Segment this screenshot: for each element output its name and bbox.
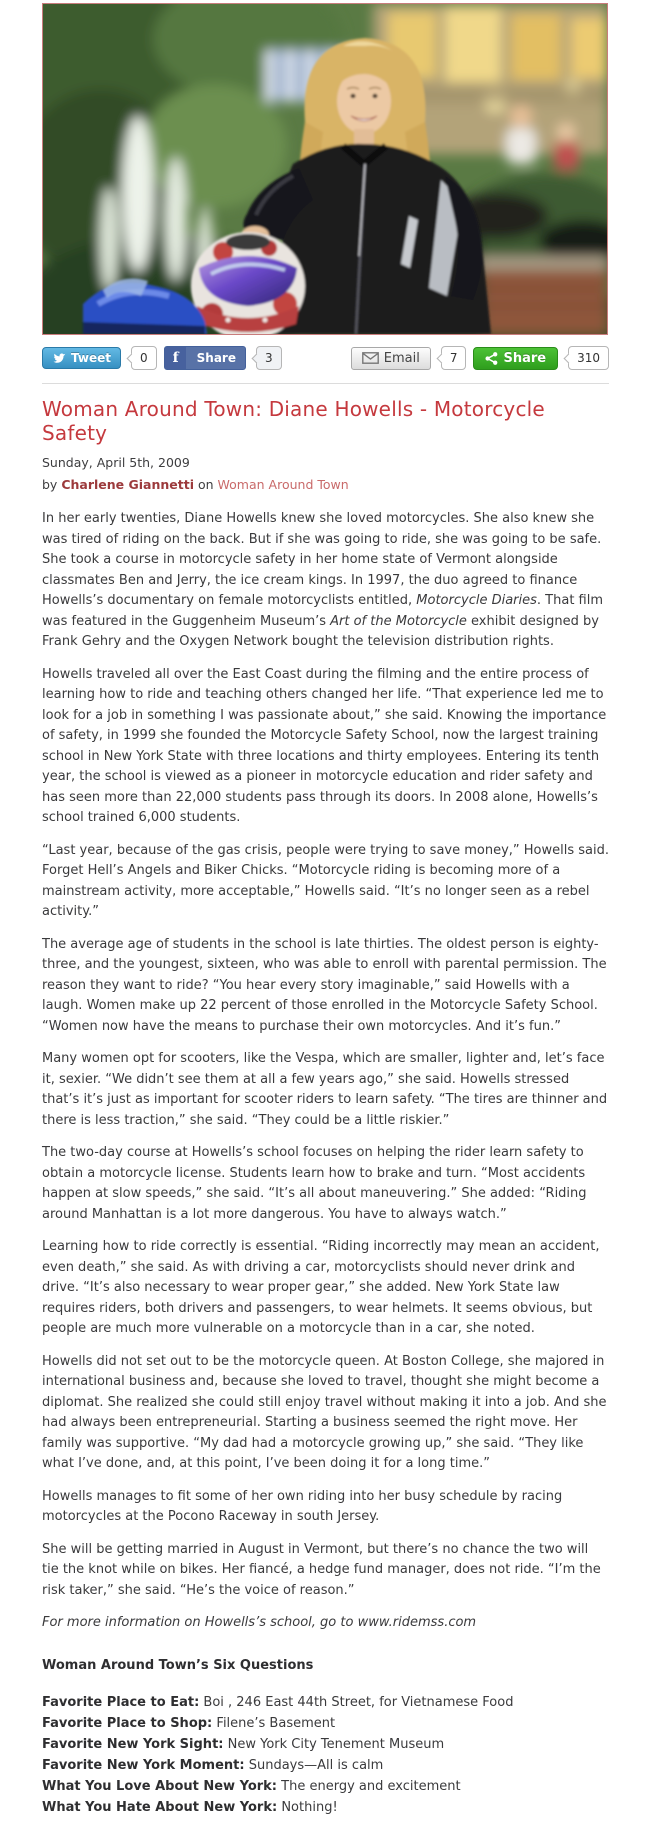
paragraph-5: Many women opt for scooters, like the Vespa, which are smaller, lighter and, let’s face it, sexier. “We didn’t see them at all a few years ago,” she said. Howells stressed that’s it’s just as important for scooter riders to learn safety. “The tires are thinner and there is less traction,” she said. “They could be a little riskier.”	[42, 1051, 608, 1128]
tweet-count[interactable]: 0	[131, 346, 157, 370]
six-questions-list	[42, 1692, 609, 1818]
facebook-share-count[interactable]: 3	[256, 346, 282, 370]
qa-row-eat	[42, 1692, 609, 1713]
six-questions-heading: Woman Around Town’s Six Questions	[42, 1657, 314, 1673]
share-button-label: Share	[503, 350, 547, 366]
category-link[interactable]: Woman Around Town	[217, 477, 349, 492]
film-title-italic: Motorcycle Diaries	[416, 593, 537, 608]
exhibit-title-italic: Art of the Motorcycle	[330, 613, 467, 629]
qa-answer: Boi , 246 East 44th Street, for Vietnamese Food	[203, 1695, 514, 1710]
envelope-icon	[362, 352, 379, 364]
qa-answer: Filene’s Basement	[216, 1716, 336, 1731]
paragraph-9: Howells manages to fit some of her own riding into her busy schedule by racing motorcycles at the Pocono Raceway in south Jersey.	[42, 1488, 563, 1524]
paragraph-4: The average age of students in the school is late thirties. The oldest person is eighty-three, and the youngest, sixteen, who was able to enroll with parental permission. The reason they want to ride? “You hear every story imaginable,” said Howells with a laugh. Women make up 22 percent of those enrolled in the Motorcycle Safety School. “Women now have the means to purchase their own motorcycles. And it’s fun.”	[42, 936, 607, 1034]
twitter-bird-icon	[52, 352, 66, 364]
qa-label: Favorite Place to Shop:	[42, 1716, 213, 1731]
paragraph-7: Learning how to ride correctly is essential. “Riding incorrectly may mean an accident, even death,” she said. As with driving a car, motorcyclists should never drink and drive. “It’s also necessary to wear proper gear,” she added. New York State law requires riders, both drivers and passengers, to wear helmets. It seems obvious, but people are much more vulnerable on a motorcycle than in a car, she noted.	[42, 1239, 600, 1336]
author-link[interactable]: Charlene Giannetti	[61, 477, 194, 492]
share-nodes-icon	[485, 352, 498, 365]
qa-row-hate	[42, 1797, 609, 1818]
qa-row-love	[42, 1776, 609, 1797]
facebook-share-button[interactable]	[164, 346, 246, 370]
qa-row-moment	[42, 1755, 609, 1776]
qa-label: Favorite New York Moment:	[42, 1758, 245, 1773]
paragraph-8: Howells did not set out to be the motorcycle queen. At Boston College, she majored in international business and, because she loved to travel, thought she might become a diplomat. She realized she could still enjoy travel without making it into a job. And she had always been entrepreneurial. Starting a business seemed the right move. Her family was supportive. “My dad had a motorcycle growing up,” she said. “They like what I’ve done, and, at this point, I’ve been doing it for a long time.”	[42, 1353, 607, 1471]
qa-label: Favorite Place to Eat:	[42, 1695, 200, 1710]
paragraph-6: The two-day course at Howells’s school focuses on helping the rider learn safety to obtain a motorcycle license. Students learn how to brake and turn. “Most accidents happen at slow speeds,” she said. “It’s all about maneuvering.” She added: “Riding around Manhattan is a lot more dangerous. You have to always watch.”	[42, 1145, 587, 1222]
article-body	[42, 509, 609, 1818]
paragraph-1	[42, 509, 609, 653]
share-bar	[42, 345, 609, 371]
qa-row-shop	[42, 1713, 609, 1734]
facebook-f-icon: f	[165, 347, 186, 369]
qa-row-sight	[42, 1734, 609, 1755]
email-count[interactable]: 7	[441, 346, 467, 370]
tweet-button[interactable]	[42, 347, 121, 369]
byline-prefix: by	[42, 477, 58, 492]
qa-answer: Sundays—All is calm	[248, 1758, 384, 1773]
email-button[interactable]	[351, 347, 431, 370]
divider	[42, 383, 609, 384]
paragraph-1-text: exhibit designed by Frank Gehry and the Oxygen Network bought the television distribution rights.	[42, 613, 599, 649]
paragraph-10: She will be getting married in August in Vermont, but there’s no chance the two will tie the knot while on bikes. Her fiancé, a hedge fund manager, does not ride. “I’m the risk taker,” she said. “He’s the voice of reason.”	[42, 1541, 601, 1598]
byline	[42, 477, 609, 492]
page-title: Woman Around Town: Diane Howells - Motorcycle Safety	[42, 397, 545, 445]
tweet-button-label: Tweet	[71, 351, 111, 365]
paragraph-3: “Last year, because of the gas crisis, people were trying to save money,” Howells said. Forget Hell’s Angels and Biker Chicks. “Motorcycle riding is becoming more of a mainstream activity, more acceptable,” Howells said. “It’s no longer seen as a rebel activity.”	[42, 842, 610, 919]
qa-answer: Nothing!	[281, 1800, 338, 1815]
article-photo-illustration	[43, 4, 607, 334]
facebook-share-label: Share	[196, 351, 236, 365]
article-photo	[42, 3, 608, 335]
paragraph-1-text: . That film was featured in the Guggenheim Museum’s	[42, 593, 604, 629]
qa-label: Favorite New York Sight:	[42, 1737, 224, 1752]
qa-answer: The energy and excitement	[281, 1779, 461, 1794]
paragraph-1-text: In her early twenties, Diane Howells knew she loved motorcycles. She also knew she was tired of riding on the back. But if she was going to ride, she was going to be safe. She took a course in motorcycle safety in her home state of Vermont alongside classmates Ben and Jerry, the ice cream kings. In 1997, the duo agreed to finance Howells’s documentary on female motorcyclists entitled,	[42, 511, 602, 608]
byline-connector: on	[197, 477, 214, 492]
share-button[interactable]	[473, 347, 558, 370]
paragraph-2: Howells traveled all over the East Coast during the filming and the entire process of learning how to ride and teaching others changed her life. “That experience led me to look for a job in something I was passionate about,” she said. Knowing the importance of safety, in 1999 she founded the Motorcycle Safety School, now the largest training school in New York State with three locations and thirty employees. Entering its tenth year, the school is viewed as a pioneer in motorcycle education and rider safety and has seen more than 22,000 students pass through its doors. In 2008 alone, Howells’s school trained 6,000 students.	[42, 666, 607, 825]
more-info-note: For more information on Howells’s school, go to www.ridemss.com	[42, 1615, 477, 1630]
share-right-group	[351, 346, 609, 370]
share-left-group	[42, 346, 282, 370]
qa-label: What You Hate About New York:	[42, 1800, 278, 1815]
article-date: Sunday, April 5th, 2009	[42, 455, 190, 470]
share-count[interactable]: 310	[568, 346, 609, 370]
qa-answer: New York City Tenement Museum	[227, 1737, 445, 1752]
email-button-label: Email	[383, 350, 420, 366]
qa-label: What You Love About New York:	[42, 1779, 278, 1794]
